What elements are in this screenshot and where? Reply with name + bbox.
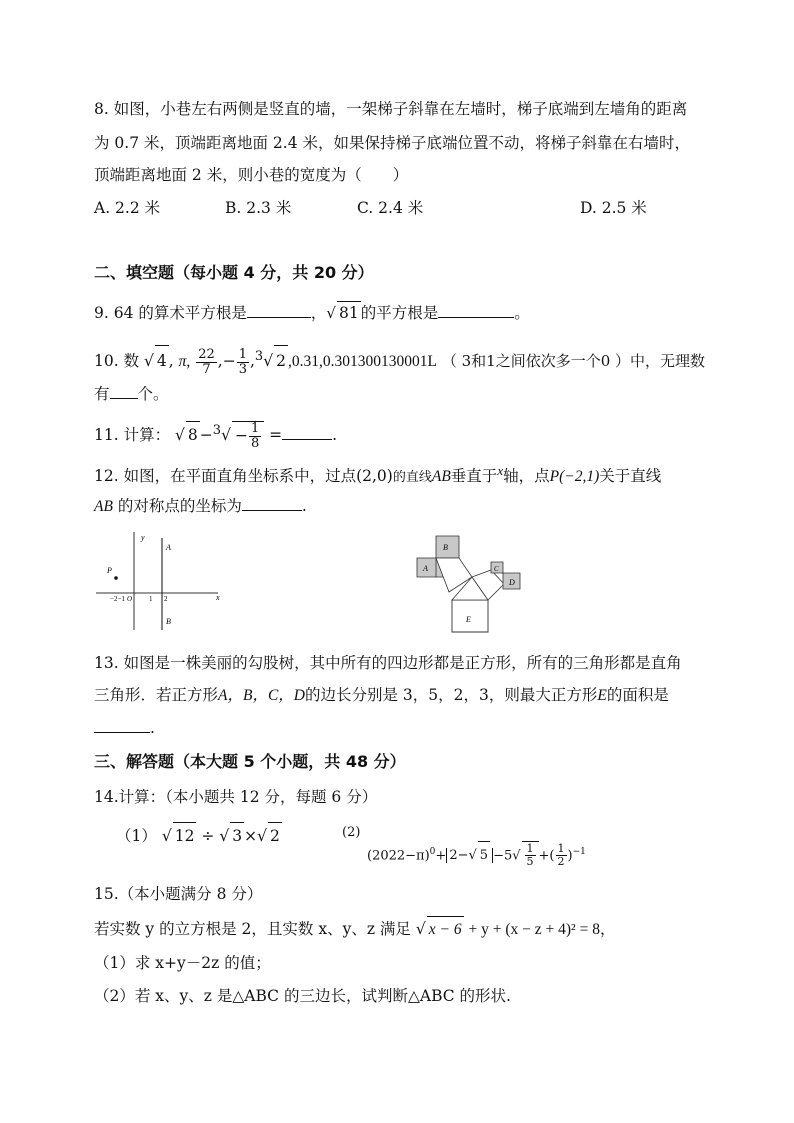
- q14-part-2: $(2022-\pi)^0+ 2-√$ 5 −5√ $\frac{1}{5}$ +( $\frac{1}{2}$ )$^{-1}$: [367, 842, 586, 869]
- q14-part-1: （1） √ 12 ÷ √ 3 ×√ 2: [116, 822, 282, 849]
- q10-pi: π,: [178, 353, 191, 371]
- q9: 9. 64 的算术平方根是 ，√ 81 的平方根是 。: [94, 301, 530, 324]
- q9-blank-1: [247, 301, 311, 318]
- q10-note: （ 3和1之间依次多一个0 ）中，无理数: [441, 352, 706, 371]
- tick-labels: −2−1: [110, 595, 125, 603]
- q13-line-1: 13. 如图是一株美丽的勾股树，其中所有的四边形都是正方形，所有的三角形都是直角: [94, 654, 682, 672]
- q12-point-p: P(−2,1): [549, 468, 600, 486]
- q12-blank: [242, 494, 302, 511]
- q12-line-1: 12. 如图，在平面直角坐标系中，过点(2,0)的直线AB垂直于$^x$轴，点P(−2,1)关于直线: [94, 463, 662, 486]
- q12-line-2: AB 的对称点的坐标为 .: [94, 494, 307, 518]
- section-3-title: 三、解答题（本大题 5 个小题，共 48 分）: [94, 752, 406, 771]
- q11-sqrt8: 8: [186, 421, 200, 448]
- label-b: B: [443, 543, 448, 552]
- label-o: O: [127, 595, 133, 603]
- q9-end: 。: [514, 304, 530, 322]
- q8-option-b: B. 2.3 米: [225, 199, 292, 217]
- q13-line-3: .: [94, 716, 155, 739]
- label-a: A: [166, 543, 171, 552]
- label-b: B: [166, 617, 171, 626]
- q9-radicand: 81: [337, 301, 361, 324]
- label-p: P: [107, 566, 112, 575]
- q11-eq: =: [269, 426, 283, 445]
- q11: 11. 计算： √ 8 −$^3$√ − $\frac{1}{8}$ = .: [94, 420, 338, 451]
- q10-prefix: 10. 数: [94, 352, 140, 371]
- label-d: D: [509, 578, 515, 587]
- q10-tail: ,0.31,0.301300130001L: [287, 353, 437, 371]
- q10-blank: [110, 382, 138, 399]
- tick-2: 2: [164, 595, 168, 603]
- q15-sub-1: （1）求 x+y－2z 的值；: [94, 954, 271, 972]
- q9-comma: ，: [310, 304, 327, 322]
- q12-coordinate-figure: [96, 530, 226, 632]
- q14-title: 14.计算：（本小题共 12 分，每题 6 分）: [94, 788, 378, 806]
- q11-frac: $\frac{1}{8}$: [250, 420, 260, 451]
- q9-suffix: 的平方根是: [360, 304, 439, 322]
- q9-prefix: 9. 64 的算术平方根是: [94, 304, 247, 322]
- q8-option-a: A. 2.2 米: [94, 199, 161, 217]
- point-p: [114, 576, 118, 580]
- q12-point-1: (2,0): [356, 467, 393, 486]
- q11-prefix: 11. 计算：: [94, 426, 171, 445]
- q10-ge: 个。: [137, 385, 169, 403]
- label-e: E: [466, 615, 471, 624]
- y-axis-label: y: [141, 533, 145, 542]
- q9-blank-2: [438, 301, 514, 318]
- q10-line-2: [94, 382, 169, 405]
- q14-part-2-label: (2): [342, 825, 361, 840]
- q10-frac-1-3: $\frac{1}{3}$: [238, 346, 247, 377]
- q13-line-2: 三角形．若正方形A，B，C，D的边长分别是 3，5，2，3，则最大正方形E的面积是: [94, 686, 669, 704]
- q8-line-2: 为 0.7 米，顶端距离地面 2.4 米，如果保持梯子底端位置不动，将梯子斜靠在右墙时，: [94, 134, 691, 152]
- q13-blank: [94, 716, 150, 733]
- label-a: A: [423, 564, 428, 573]
- q15-sub-2: （2）若 x、y、z 是△ABC 的三边长，试判断△ABC 的形状.: [94, 987, 511, 1005]
- q10-frac-22-7: $\frac{22}{7}$: [198, 346, 215, 377]
- x-axis-label: x: [216, 593, 220, 602]
- tick-1: 1: [149, 595, 153, 603]
- q13-vars: A，B，C，D: [218, 687, 305, 704]
- q8-line-1: 8. 如图，小巷左右两侧是竖直的墙，一架梯子斜靠在左墙时，梯子底端到左墙角的距离: [94, 100, 688, 118]
- q15-title: 15.（本小题满分 8 分）: [94, 885, 263, 903]
- q8-line-3: 顶端距离地面 2 米，则小巷的宽度为（ ）: [94, 166, 409, 184]
- q8-option-c: C. 2.4 米: [357, 199, 424, 217]
- q11-blank: [282, 423, 332, 440]
- q13-pythagoras-tree-figure: [412, 532, 532, 638]
- label-c: C: [494, 565, 499, 573]
- q10-you: 有: [94, 385, 110, 403]
- q12-ab: AB: [431, 468, 451, 486]
- q15-line-1: 若实数 y 的立方根是 2，且实数 x、y、z 满足 √ x − 6 + y + (x − z + 4)² = 8，: [94, 916, 615, 943]
- q10-cbrt: 2: [274, 345, 288, 376]
- section-2-title: 二、填空题（每小题 4 分，共 20 分）: [94, 263, 374, 282]
- q8-option-d: D. 2.5 米: [580, 199, 647, 217]
- q10-sqrt4: 4: [155, 345, 169, 376]
- q15-radicand: x − 6: [427, 916, 464, 943]
- q10-line-1: 10. 数 √ 4 , π, $\frac{22}{7}$ ,− $\frac{1}{3}$ ,$^3$√ 2 ,0.31,0.301300130001L （ 3和1之间依次多一个0 ）中，无理数: [94, 346, 706, 377]
